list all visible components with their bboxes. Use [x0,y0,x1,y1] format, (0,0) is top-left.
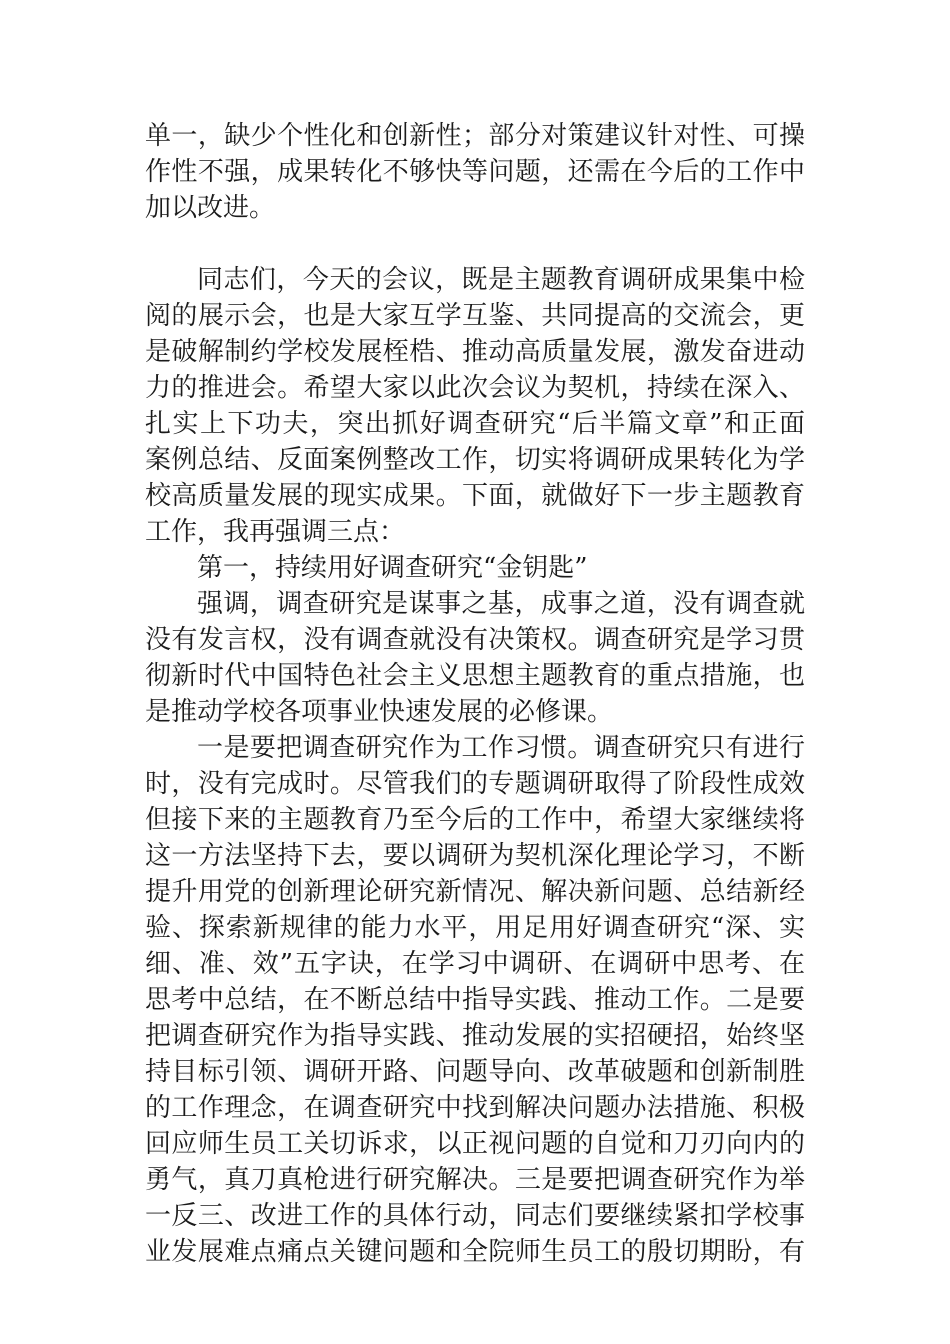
text-line: 阅的展示会，也是大家互学互鉴、共同提高的交流会，更 [145,301,805,331]
text-line: 力的推进会。希望大家以此次会议为契机，持续在深入、 [145,373,805,403]
text-line: 勇气，真刀真枪进行研究解决。三是要把调查研究作为举 [145,1165,805,1195]
text-line: 案例总结、反面案例整改工作，切实将调研成果转化为学 [145,445,805,475]
text-line: 这一方法坚持下去，要以调研为契机深化理论学习，不断 [145,841,805,871]
text-line: 一反三、改进工作的具体行动，同志们要继续紧扣学校事 [145,1201,805,1231]
text-line: 同志们，今天的会议，既是主题教育调研成果集中检 [197,265,805,295]
text-line: 彻新时代中国特色社会主义思想主题教育的重点措施，也 [145,661,805,691]
text-line: 是破解制约学校发展桎梏、推动高质量发展，激发奋进动 [145,337,805,367]
text-line: 验、探索新规律的能力水平，用足用好调查研究“深、实 [145,913,805,943]
section-heading: 第一，持续用好调查研究“金钥匙” [197,553,588,583]
text-line: 没有发言权，没有调查就没有决策权。调查研究是学习贯 [145,625,805,655]
text-line: 扎实上下功夫，突出抓好调查研究“后半篇文章”和正面 [145,409,805,439]
text-line: 业发展难点痛点关键问题和全院师生员工的殷切期盼，有 [145,1237,805,1267]
text-line: 回应师生员工关切诉求，以正视问题的自觉和刀刃向内的 [145,1129,805,1159]
text-line: 但接下来的主题教育乃至今后的工作中，希望大家继续将 [145,805,805,835]
text-line: 工作，我再强调三点： [145,517,406,547]
text-line: 单一，缺少个性化和创新性；部分对策建议针对性、可操 [145,121,805,151]
text-line: 思考中总结，在不断总结中指导实践、推动工作。二是要 [145,985,805,1015]
text-line: 作性不强，成果转化不够快等问题，还需在今后的工作中 [145,157,805,187]
text-line: 细、准、效”五字诀，在学习中调研、在调研中思考、在 [145,949,805,979]
text-line: 把调查研究作为指导实践、推动发展的实招硬招，始终坚 [145,1021,805,1051]
text-line: 是推动学校各项事业快速发展的必修课。 [145,697,614,727]
text-line: 的工作理念，在调查研究中找到解决问题办法措施、积极 [145,1093,805,1123]
text-line: 持目标引领、调研开路、问题导向、改革破题和创新制胜 [145,1057,805,1087]
text-line: 时，没有完成时。尽管我们的专题调研取得了阶段性成效 [145,769,805,799]
text-line: 加以改进。 [145,193,276,223]
text-line: 强调，调查研究是谋事之基，成事之道，没有调查就 [197,589,805,619]
text-line: 一是要把调查研究作为工作习惯。调查研究只有进行 [197,733,805,763]
text-line: 校高质量发展的现实成果。下面，就做好下一步主题教育 [145,481,805,511]
text-line: 提升用党的创新理论研究新情况、解决新问题、总结新经 [145,877,805,907]
